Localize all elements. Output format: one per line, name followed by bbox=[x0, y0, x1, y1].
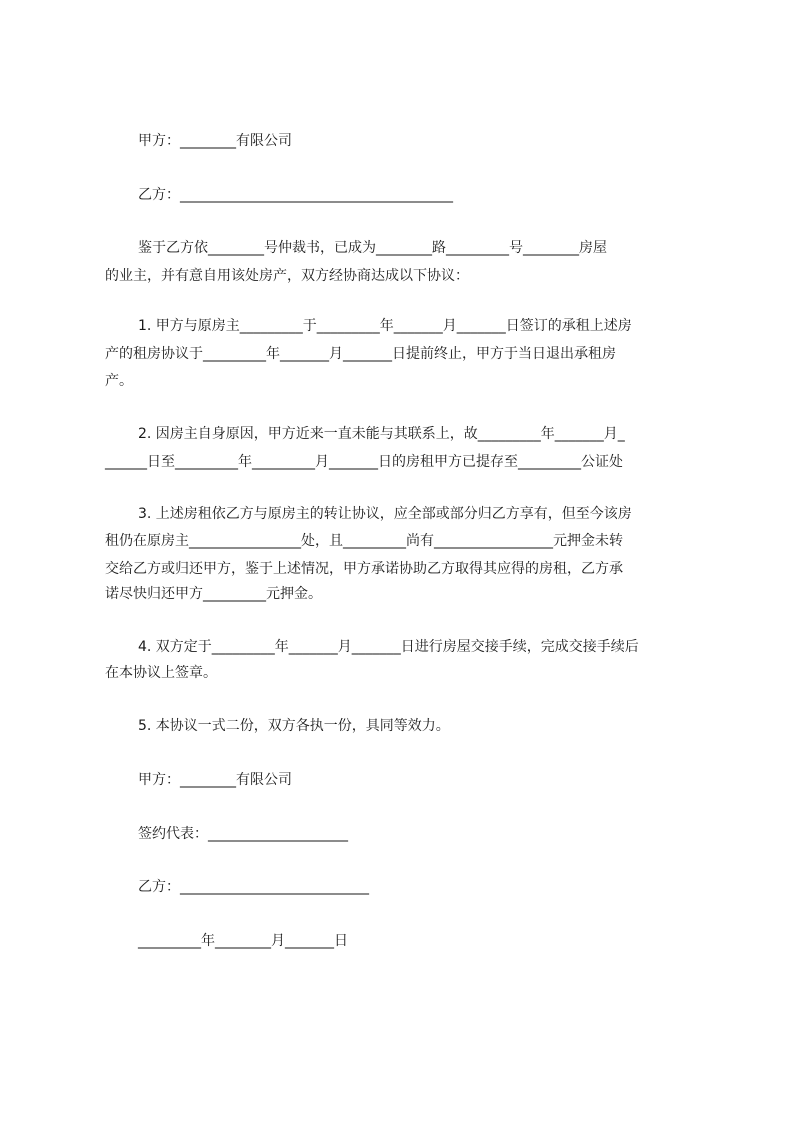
clause-line: 在本协议上签章。 bbox=[105, 665, 217, 681]
clause-line: 2. 因房主自身原因，甲方近来一直未能与其联系上，故_________年_______月_ bbox=[138, 426, 625, 442]
clause-line: 租仍在原房主________________处，且_________尚有_________________元押金未转 bbox=[105, 533, 623, 549]
preamble-line: 的业主，并有意自用该处房产，双方经协商达成以下协议： bbox=[105, 268, 469, 284]
clause-line: 产。 bbox=[105, 373, 133, 389]
party-b-header: 乙方：_______________________________________ bbox=[138, 187, 453, 203]
clause-line: 产的租房协议于_________年_______月_______日提前终止，甲方于当日退出承租房 bbox=[105, 346, 616, 362]
party-a-header: 甲方：________有限公司 bbox=[138, 133, 292, 149]
clause-line: ______日至_________年_________月_______日的房租甲方已提存至_________公证处 bbox=[105, 454, 623, 470]
clause-line: 3. 上述房租依乙方与原房主的转让协议，应全部或部分归乙方享有，但至今该房 bbox=[138, 506, 632, 522]
clause-line: 交给乙方或归还甲方，鉴于上述情况，甲方承诺协助乙方取得其应得的房租，乙方承 bbox=[105, 561, 623, 577]
clause-line: 5. 本协议一式二份，双方各执一份，具同等效力。 bbox=[138, 718, 450, 734]
clause-line: 1. 甲方与原房主_________于_________年_______月_______日签订的承租上述房 bbox=[138, 318, 632, 334]
signature-party-a: 甲方：________有限公司 bbox=[138, 772, 292, 788]
clause-line: 诺尽快归还甲方_________元押金。 bbox=[105, 586, 322, 602]
clause-line: 4. 双方定于_________年_______月_______日进行房屋交接手续，完成交接手续后 bbox=[138, 639, 639, 655]
signature-party-b: 乙方：___________________________ bbox=[138, 879, 369, 895]
signature-date: _________年________月_______日 bbox=[138, 933, 348, 949]
preamble-line: 鉴于乙方依________号仲裁书，已成为________路_________号________房屋 bbox=[138, 240, 607, 256]
signature-representative: 签约代表：____________________ bbox=[138, 826, 348, 842]
